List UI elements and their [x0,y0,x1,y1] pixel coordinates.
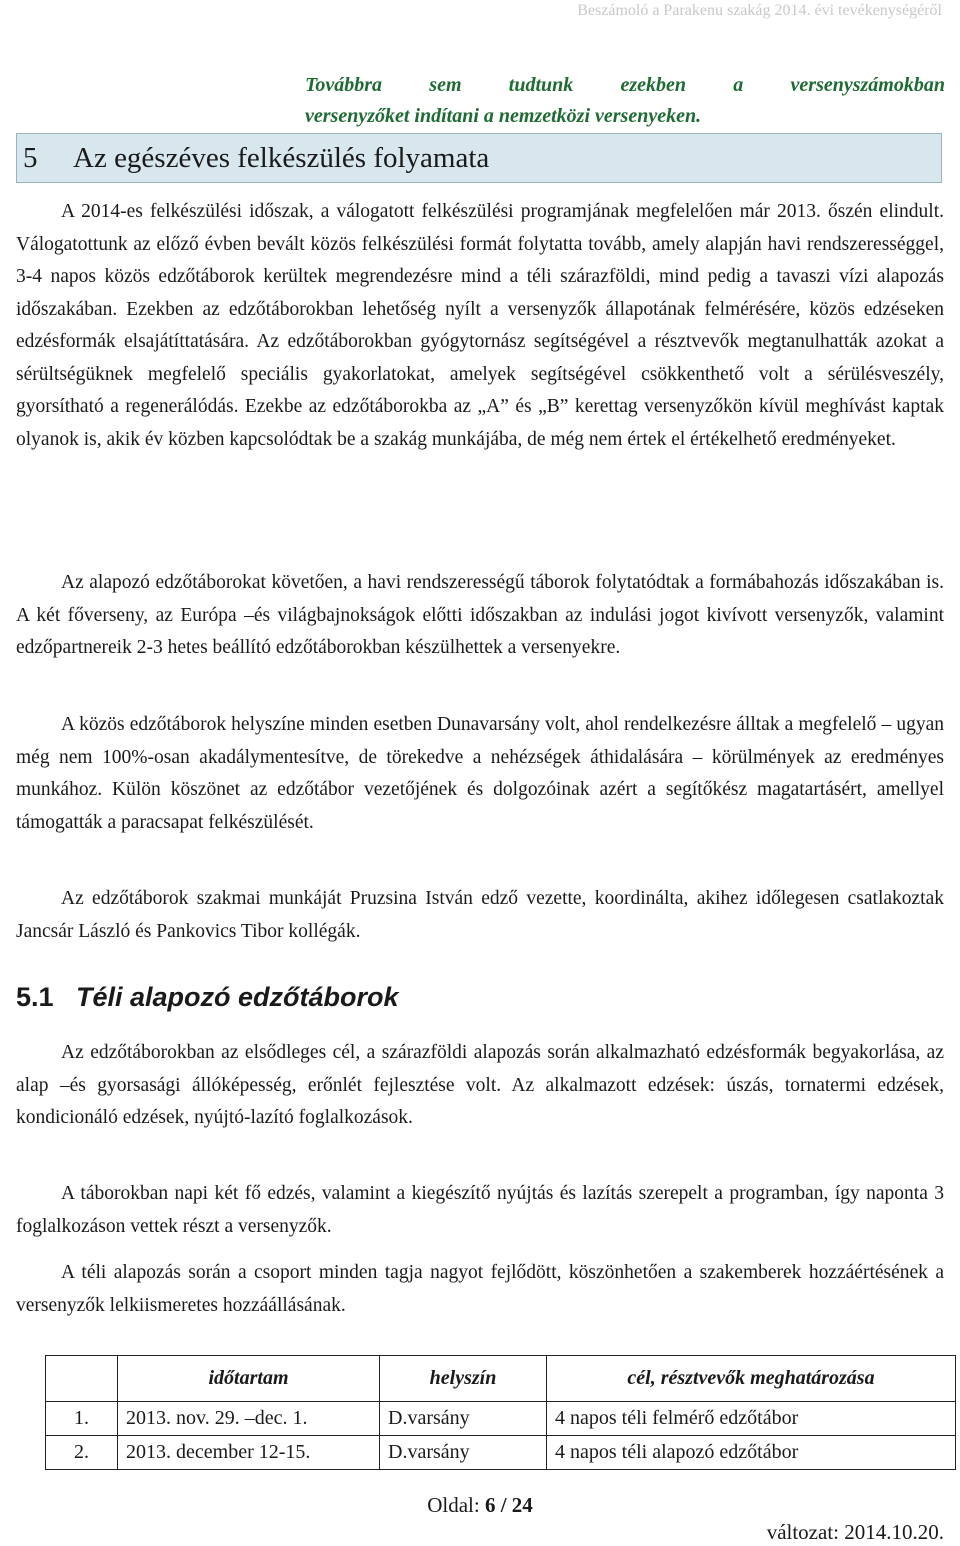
table-cell-location: D.varsány [380,1402,547,1436]
section-5-1-number: 5.1 [16,982,54,1012]
section-5-1-paragraph-2: A táborokban napi két fő edzés, valamint a kiegészítő nyújtás és lazítás szerepelt a programban, így naponta 3 foglalkozáson vettek részt a versenyzők. [16,1183,944,1237]
table-header-location: helyszín [380,1356,547,1402]
section-5-paragraph-3: A közös edzőtáborok helyszíne minden esetben Dunavarsány volt, ahol rendelkezésre álltak a megfelelő – ugyan még nem 100%-osan akadálymentesítve, de törekedve a nehézségek áthidalására – körülmények az eredményes munkához. Külön köszönet az edzőtábor vezetőjének és dolgozóinak azért a segítőkész magatartásért, amellyel támogatták a paracsapat felkészülését. [16,714,944,833]
section-5-paragraph-1: A 2014-es felkészülési időszak, a válogatott felkészülési programjának megfelelően már 2013. őszén elindult. Válogatottunk az előző évben bevált közös felkészülési formát folytatta tovább, amely alapján havi rendszerességgel, 3-4 napos közös edzőtáborok kerültek megrendezésre mind a téli szárazföldi, mind pedig a tavaszi vízi alapozás időszakában. Ezekben az edzőtáborokban lehetőség nyílt a versenyzők állapotának felmérésére, közös edzéseken edzésformák elsajátíttatására. Az edzőtáborokban gyógytornász segítségével a résztvevők megtanulhatták azokat a sérültségüknek megfelelő speciális gyakorlatokat, amelyek segítségével csökkenthető volt a sérülésveszély, gyorsítható a regenerálódás. Ezekbe az edzőtáborokba az „A” és „B” kerettag versenyzőkön kívül meghívást kaptak olyanok is, akik év közben kapcsolódtak be a szakág munkájába, de még nem értek el értékelhető eredményeket. [16,201,944,450]
page-total: 24 [511,1493,533,1517]
continued-note-line2: versenyzőket indítani a nemzetközi versenyeken. [305,105,702,127]
section-5-1-heading [16,982,399,1013]
page-number [0,1493,960,1518]
section-5-1-paragraph-3: A téli alapozás során a csoport minden tagja nagyot fejlődött, köszönhetően a szakemberek hozzáértésének a versenyzők lelkiismeretes hozzáállásának. [16,1262,944,1316]
section-5-title: Az egészéves felkészülés folyamata [73,142,490,174]
continued-note-line1: Továbbra sem tudtunk ezekben a versenyszámokban [305,74,945,96]
running-header: Beszámoló a Parakenu szakág 2014. évi tevékenységéről [577,2,942,19]
page-label: Oldal: [427,1493,480,1517]
table-cell-goal: 4 napos téli felmérő edzőtábor [547,1402,956,1436]
table-header-row [46,1356,956,1402]
table-row [46,1436,956,1470]
section-5-heading [16,133,942,183]
table-cell-index: 2. [46,1436,118,1470]
page-current: 6 [484,1493,496,1517]
table-cell-location: D.varsány [380,1436,547,1470]
table-cell-duration: 2013. nov. 29. –dec. 1. [118,1402,380,1436]
table-header-duration: időtartam [118,1356,380,1402]
section-5-paragraph-2: Az alapozó edzőtáborokat követően, a havi rendszerességű táborok folytatódtak a formábahozás időszakában is. A két főverseny, az Európa –és világbajnokságok előtti időszakban az indulási jogot kivívott versenyzők, valamint edzőpartnereik 2-3 hetes beállító edzőtáborokban készülhettek a versenyekre. [16,572,944,658]
page-separator: / [500,1493,507,1517]
section-5-1-paragraph-1: Az edzőtáborokban az elsődleges cél, a szárazföldi alapozás során alkalmazható edzésformák begyakorlása, az alap –és gyorsasági állóképesség, erőnlét fejlesztése volt. Az alkalmazott edzések: úszás, tornatermi edzések, kondicionáló edzések, nyújtó-lazító foglalkozások. [16,1042,944,1128]
camps-table [45,1355,956,1470]
version-label: változat: 2014.10.20. [766,1520,944,1544]
table-cell-goal: 4 napos téli alapozó edzőtábor [547,1436,956,1470]
section-5-paragraph-4: Az edzőtáborok szakmai munkáját Pruzsina István edző vezette, koordinálta, akihez időlegesen csatlakoztak Jancsár László és Pankovics Tibor kollégák. [16,888,944,942]
section-5-1-title: Téli alapozó edzőtáborok [76,982,399,1012]
table-cell-index: 1. [46,1402,118,1436]
table-header-goal: cél, résztvevők meghatározása [547,1356,956,1402]
table-header-index [46,1356,118,1402]
table-cell-duration: 2013. december 12-15. [118,1436,380,1470]
section-5-number: 5 [23,142,38,174]
table-row [46,1402,956,1436]
continued-note [305,70,945,132]
